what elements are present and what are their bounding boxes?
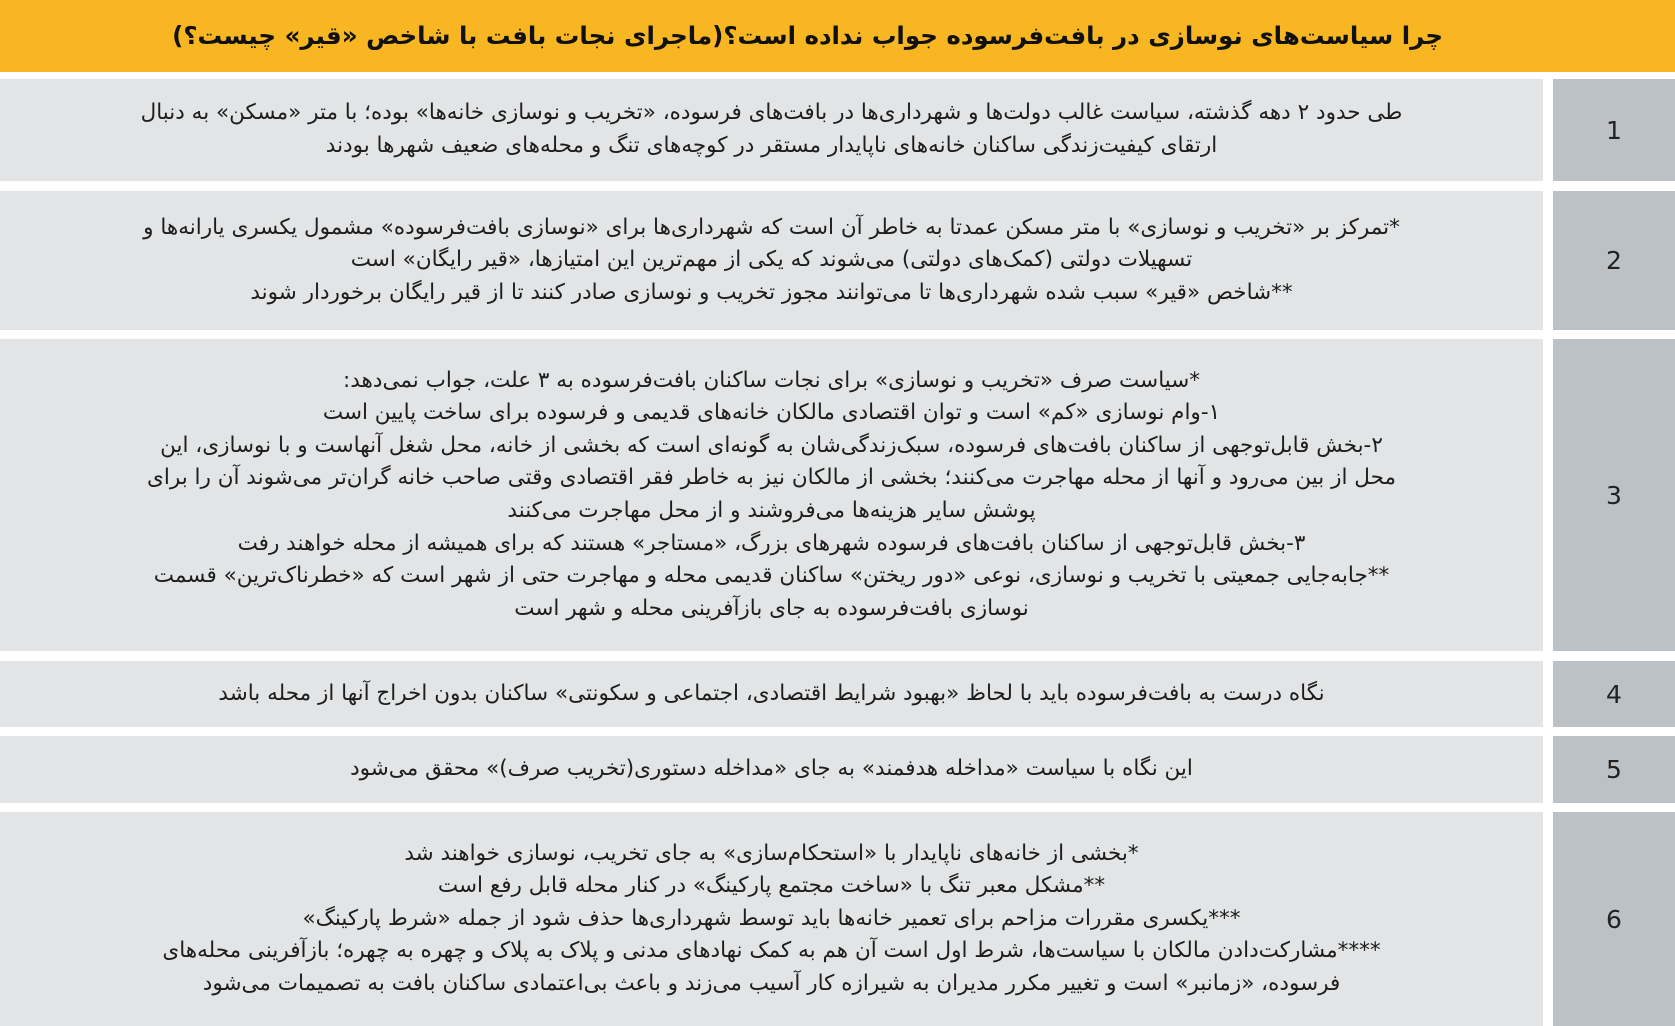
row-text-line: محل از بین می‌رود و آنها از محله مهاجرت می‌کنند؛ بخشی از مالکان نیز به خاطر فقر اقتصادی وقتی صاحب خانه گران‌تر می‌شوند آن را برای [147,465,1396,491]
row-text-line: ۱-وام نوسازی «کم» است و توان اقتصادی مالکان خانه‌های قدیمی و فرسوده برای ساخت پایین است [322,400,1221,426]
row-text-line: طی حدود ۲ دهه گذشته، سیاست غالب دولت‌ها و شهرداری‌ها در بافت‌های فرسوده، «تخریب و نوسازی خانه‌ها» بوده؛ با متر «مسکن» به دنبال [140,100,1403,126]
row-text-line: تسهیلات دولتی (کمک‌های دولتی) می‌شوند که یکی از مهم‌ترین این امتیازها، «قیر رایگان» است [350,247,1193,273]
row-content [0,736,1543,803]
row-text-line: نوسازی بافت‌فرسوده به جای بازآفرینی محله و شهر است [514,595,1029,621]
title-banner [0,0,1675,72]
row-number: 2 [1606,246,1622,275]
row-text-line: فرسوده، «زمانبر» است و تغییر مکرر مدیران به شیرازه کار آسیب می‌زند و باعث بی‌اعتمادی ساکنان بافت به تصمیمات می‌شود [202,970,1341,996]
row-number: 3 [1606,480,1622,510]
row-number-cell [1553,736,1675,803]
row-number-cell [1553,339,1675,651]
row-number: 4 [1606,679,1622,709]
row-text-line: *تمرکز بر «تخریب و نوسازی» با متر مسکن عمدتا به خاطر آن است که شهرداری‌ها برای «نوسازی بافت‌فرسوده» مشمول یکسری یارانه‌ها و [143,214,1400,240]
table-row [0,661,1675,727]
row-text-line: ****مشارکت‌دادن مالکان با سیاست‌ها، شرط اول است آن هم به کمک نهادهای مدنی و پلاک به پلاک و چهره به چهره؛ بازآفرینی محله‌های [162,938,1381,964]
row-text-line: ارتقای کیفیت‌زندگی ساکنان خانه‌های ناپایدار مستقر در کوچه‌های تنگ و محله‌های ضعیف شهرها بودند [325,133,1218,158]
row-text-line: **جابه‌جایی جمعیتی با تخریب و نوسازی، نوعی «دور ریختن» ساکنان قدیمی محله و مهاجرت حتی از شهر است که «خطرناک‌ترین» قسمت [153,563,1390,589]
row-text-line: ***یکسری مقررات مزاحم برای تعمیر خانه‌ها باید توسط شهرداری‌ها حذف شود از جمله «شرط پارکینگ» [302,905,1241,931]
row-number-cell [1553,79,1675,181]
row-text-line: ۲-بخش قابل‌توجهی از ساکنان بافت‌های فرسوده، سبک‌زندگی‌شان به گونه‌ای است که بخشی از خانه، محل شغل آنهاست و با نوسازی، این [160,432,1383,458]
row-text-line: نگاه درست به بافت‌فرسوده باید با لحاظ «بهبود شرایط اقتصادی، اجتماعی و سکونتی» ساکنان بدون اخراج آنها از محله باشد [218,680,1325,706]
row-number-cell [1553,812,1675,1026]
row-text-line: **شاخص «قیر» سبب شده شهرداری‌ها تا می‌توانند مجوز تخریب و نوسازی صادر کنند تا از قیر رایگان برخوردار شوند [250,279,1293,305]
row-content [0,79,1543,181]
row-content [0,661,1543,727]
row-text-line: پوشش سایر هزینه‌ها می‌فروشند و از محل مهاجرت می‌کنند [507,498,1036,523]
row-content [0,812,1543,1026]
row-content [0,339,1543,651]
row-text-line: *سیاست صرف «تخریب و نوسازی» برای نجات ساکنان بافت‌فرسوده به ۳ علت، جواب نمی‌دهد: [343,367,1200,393]
row-number-cell [1553,191,1675,330]
row-text-line: **مشکل معبر تنگ با «ساخت مجتمع پارکینگ» در کنار محله قابل رفع است [437,873,1106,899]
table-row [0,812,1675,1026]
row-number: 5 [1606,755,1622,784]
row-text-line: این نگاه با سیاست «مداخله هدفمند» به جای «مداخله دستوری(تخریب صرف)» محقق می‌شود [350,756,1193,782]
page-title: چرا سیاست‌های نوسازی در بافت‌فرسوده جواب نداده است؟(ماجرای نجات بافت با شاخص «قیر» چیست؟) [172,21,1443,51]
table-row [0,191,1675,330]
row-number: 6 [1606,904,1622,934]
row-number-cell [1553,661,1675,727]
row-content [0,191,1543,330]
row-text-line: ۳-بخش قابل‌توجهی از ساکنان بافت‌های فرسوده شهرهای بزرگ، «مستاجر» هستند که برای همیشه از محله خواهند رفت [237,530,1306,556]
row-text-line: *بخشی از خانه‌های ناپایدار با «استحکام‌سازی» به جای تخریب، نوسازی خواهند شد [404,840,1139,866]
table-row [0,79,1675,181]
row-number: 1 [1606,115,1622,145]
table-row [0,339,1675,651]
table-row [0,736,1675,803]
